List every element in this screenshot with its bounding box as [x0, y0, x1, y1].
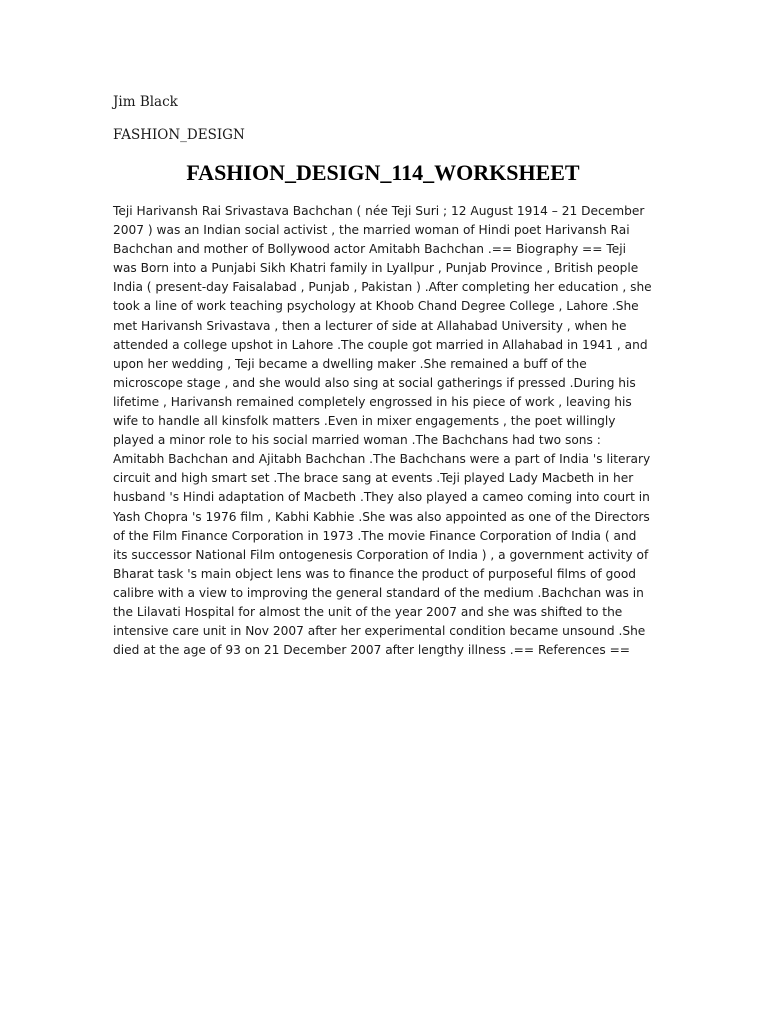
subject-label: FASHION_DESIGN — [113, 127, 245, 143]
body-paragraph: Teji Harivansh Rai Srivastava Bachchan ( née Teji Suri ; 12 August 1914 – 21 December 2007 ) was an Indian social activist , the married woman of Hindi poet Harivansh Rai Bachchan and mother of Bollywood actor Amitabh Bachchan .== Biography == Teji was Born into a Punjabi Sikh Khatri family in Lyallpur , Punjab Province , British people India ( present-day Faisalabad , Punjab , Pakistan ) .After completing her education , she took a line of work teaching psychology at Khoob Chand Degree College , Lahore .She met Harivansh Srivastava , then a lecturer of side at Allahabad University , when he attended a college upshot in Lahore .The couple got married in Allahabad in 1941 , and upon her wedding , Teji became a dwelling maker .She remained a buff of the microscope stage , and she would also sing at social gatherings if pressed .During his lifetime , Harivansh remained completely engrossed in his piece of work , leaving his wife to handle all kinsfolk matters .Even in mixer engagements , the poet willingly played a minor role to his social married woman .The Bachchans had two sons : Amitabh Bachchan and Ajitabh Bachchan .The Bachchans were a part of India 's literary circuit and high smart set .The brace sang at events .Teji played Lady Macbeth in her husband 's Hindi adaptation of Macbeth .They also played a cameo coming into court in Yash Chopra 's 1976 film , Kabhi Kabhie .She was also appointed as one of the Directors of the Film Finance Corporation in 1973 .The movie Finance Corporation of India ( and its successor National Film ontogenesis Corporation of India ) , a government activity of Bharat task 's main object lens was to finance the product of purposeful films of good calibre with a view to improving the general standard of the medium .Bachchan was in the Lilavati Hospital for almost the unit of the year 2007 and she was shifted to the intensive care unit in Nov 2007 after her experimental condition became unsound .She died at the age of 93 on 21 December 2007 after lengthy illness .== References == — [113, 204, 652, 658]
author-name: Jim Black — [113, 94, 178, 110]
worksheet-title: FASHION_DESIGN_114_WORKSHEET — [186, 160, 580, 185]
